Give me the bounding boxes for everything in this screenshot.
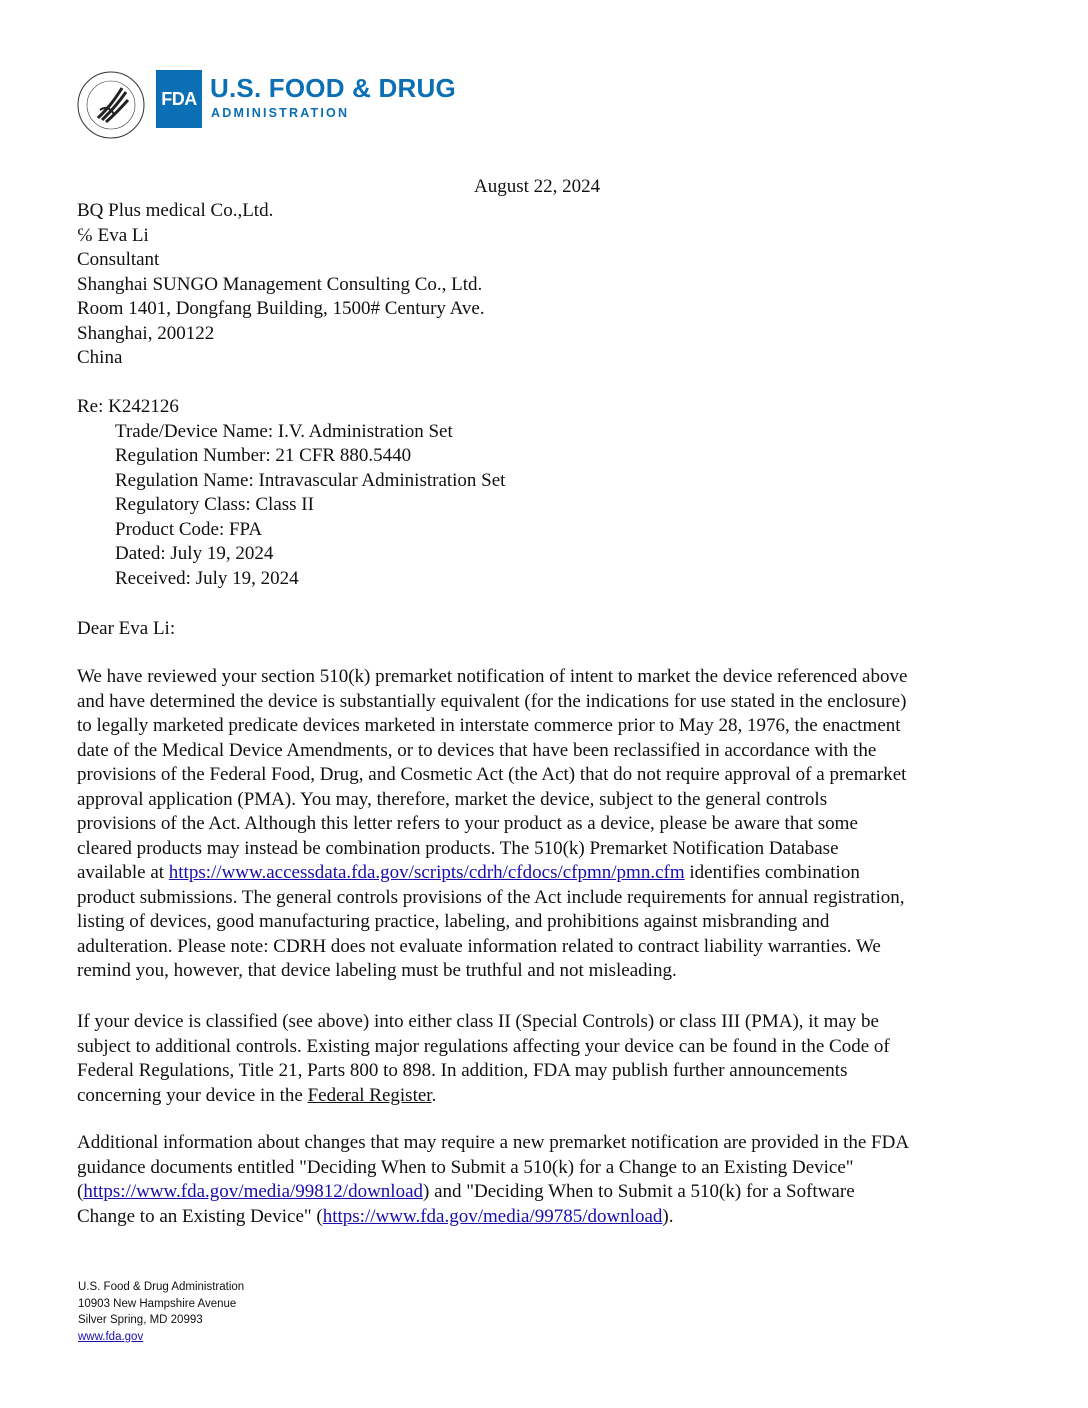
address-line: Consultant bbox=[77, 249, 160, 270]
text-line: guidance documents entitled "Deciding When to Submit a 510(k) for a Change to an Existing Device" bbox=[77, 1156, 854, 1178]
text-line: Additional information about changes that may require a new premarket notification are provided in the FDA bbox=[77, 1132, 910, 1153]
text-line: Federal Regulations, Title 21, Parts 800 to 898. In addition, FDA may publish further announcements bbox=[77, 1060, 848, 1081]
reference-number: Re: K242126 bbox=[77, 396, 179, 417]
received: Received: July 19, 2024 bbox=[115, 567, 299, 589]
regulatory-class: Regulatory Class: Class II bbox=[115, 494, 314, 515]
text-line: We have reviewed your section 510(k) premarket notification of intent to market the device referenced above bbox=[77, 666, 908, 687]
text-line: provisions of the Act. Although this letter refers to your product as a device, please be aware that some bbox=[77, 813, 858, 834]
text-line bbox=[77, 1084, 1017, 1109]
text-line: and have determined the device is substantially equivalent (for the indications for use stated in the enclosure) bbox=[77, 690, 907, 712]
agency-subtitle: ADMINISTRATION bbox=[211, 106, 350, 120]
recipient-address bbox=[77, 199, 485, 371]
footer-line: U.S. Food & Drug Administration bbox=[78, 1281, 245, 1293]
paragraph-determination bbox=[77, 665, 1017, 984]
text-line: product submissions. The general controls provisions of the Act include requirements for annual registration, bbox=[77, 886, 905, 908]
footer-line: 10903 New Hampshire Avenue bbox=[78, 1297, 237, 1310]
paragraph-guidance bbox=[77, 1131, 1017, 1229]
text-segment: ) and "Deciding When to Submit a 510(k) for a Software bbox=[423, 1181, 855, 1202]
guidance-link-software-change[interactable]: https://www.fda.gov/media/99785/download bbox=[322, 1205, 663, 1227]
address-line: China bbox=[77, 347, 123, 368]
regulation-number: Regulation Number: 21 CFR 880.5440 bbox=[115, 445, 412, 466]
text-line bbox=[77, 1180, 1017, 1205]
text-segment: available at bbox=[77, 862, 169, 883]
address-line: Room 1401, Dongfang Building, 1500# Century Ave. bbox=[77, 298, 485, 319]
footer-address bbox=[78, 1279, 244, 1345]
text-line: If your device is classified (see above) into either class II (Special Controls) or class III (PMA), it may be bbox=[77, 1011, 879, 1032]
address-line: BQ Plus medical Co.,Ltd. bbox=[77, 200, 274, 221]
product-code: Product Code: FPA bbox=[115, 518, 263, 540]
text-line bbox=[77, 861, 1017, 886]
text-line: cleared products may instead be combination products. The 510(k) Premarket Notification Database bbox=[77, 837, 839, 859]
address-line: Shanghai SUNGO Management Consulting Co., Ltd. bbox=[77, 273, 483, 295]
text-line: date of the Medical Device Amendments, or to devices that have been reclassified in accordance with the bbox=[77, 739, 877, 761]
fda-website-link[interactable]: www.fda.gov bbox=[78, 1330, 144, 1343]
agency-name: U.S. FOOD & DRUG bbox=[210, 73, 456, 103]
footer-line: Silver Spring, MD 20993 bbox=[78, 1314, 203, 1326]
text-segment: concerning your device in the bbox=[77, 1084, 308, 1106]
text-segment: ( bbox=[77, 1181, 84, 1202]
address-line: ℅ Eva Li bbox=[77, 224, 149, 246]
text-line bbox=[77, 1205, 1017, 1230]
text-line: listing of devices, good manufacturing practice, labeling, and prohibitions against misbranding and bbox=[77, 911, 830, 932]
fda-logo-text: FDA bbox=[161, 88, 197, 109]
text-segment: ). bbox=[662, 1205, 674, 1227]
address-line: Shanghai, 200122 bbox=[77, 322, 215, 344]
hhs-seal-logo bbox=[76, 70, 146, 140]
text-line: remind you, however, that device labeling must be truthful and not misleading. bbox=[77, 960, 677, 981]
fda-logo-badge bbox=[156, 70, 202, 128]
text-line: provisions of the Federal Food, Drug, and Cosmetic Act (the Act) that do not require approval of a premarket bbox=[77, 764, 907, 785]
text-line: adulteration. Please note: CDRH does not evaluate information related to contract liability warranties. We bbox=[77, 935, 881, 957]
text-segment: . bbox=[431, 1084, 437, 1106]
text-line: approval application (PMA). You may, therefore, market the device, subject to the general controls bbox=[77, 788, 828, 810]
text-segment: Change to an Existing Device" ( bbox=[77, 1205, 323, 1227]
text-segment: identifies combination bbox=[684, 862, 860, 883]
dated: Dated: July 19, 2024 bbox=[115, 543, 274, 564]
text-line: to legally marketed predicate devices marketed in interstate commerce prior to May 28, 1976, the enactment bbox=[77, 715, 901, 736]
text-line: subject to additional controls. Existing major regulations affecting your device can be found in the Code of bbox=[77, 1035, 890, 1057]
trade-device-name: Trade/Device Name: I.V. Administration Set bbox=[115, 420, 453, 442]
regulation-name: Regulation Name: Intravascular Administration Set bbox=[115, 469, 506, 491]
guidance-link-device-change[interactable]: https://www.fda.gov/media/99812/download bbox=[83, 1181, 423, 1202]
federal-register-text: Federal Register bbox=[307, 1084, 432, 1106]
salutation: Dear Eva Li: bbox=[77, 618, 176, 639]
reference-block bbox=[77, 395, 505, 591]
pmn-database-link[interactable]: https://www.accessdata.fda.gov/scripts/cdrh/cfdocs/cfpmn/pmn.cfm bbox=[168, 862, 685, 883]
paragraph-additional-controls bbox=[77, 1010, 1017, 1108]
letter-date: August 22, 2024 bbox=[474, 176, 601, 197]
